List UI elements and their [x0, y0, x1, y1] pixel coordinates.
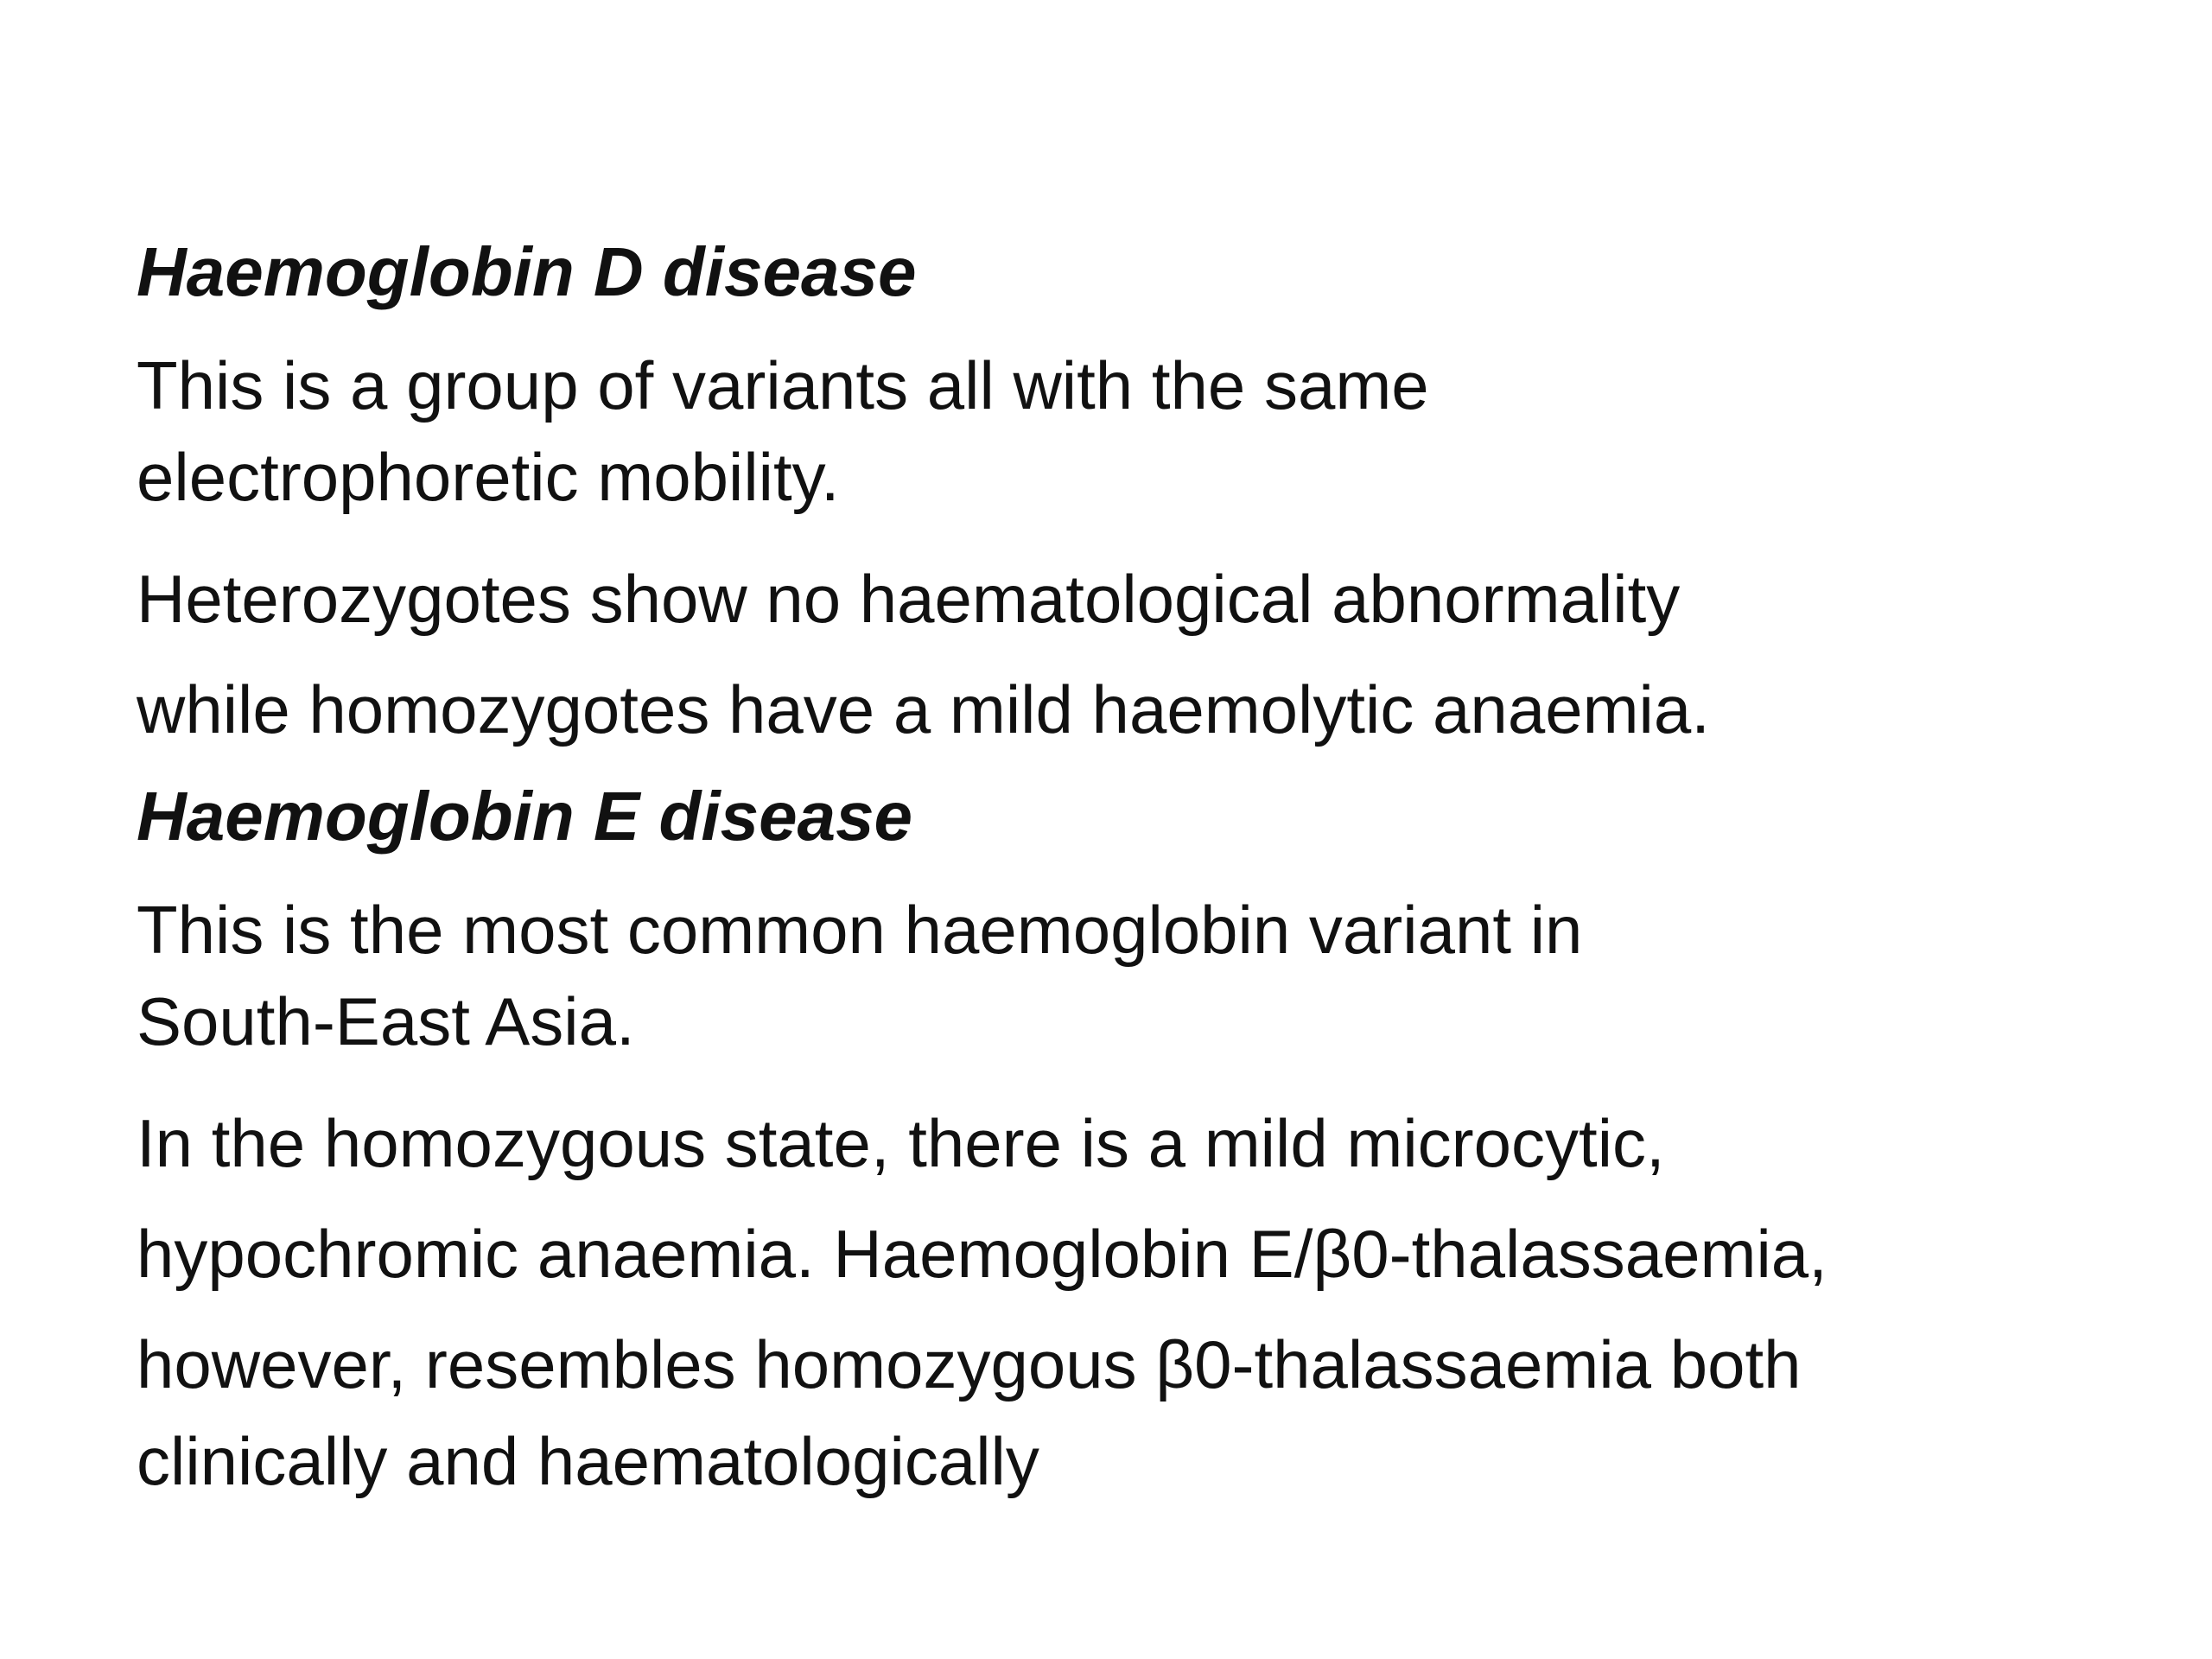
paragraph-hb-d-clinical	[137, 543, 2141, 765]
paragraph-hb-e-description	[137, 884, 2141, 1067]
text-line: Heterozygotes show no haematological abnormality	[137, 561, 1681, 637]
text-line: while homozygotes have a mild haemolytic anaemia.	[137, 671, 1710, 747]
text-line: In the homozygous state, there is a mild microcytic,	[137, 1105, 1665, 1181]
section-heading-hb-d: Haemoglobin D disease	[137, 233, 917, 310]
text-line: This is the most common haemoglobin variant in	[137, 892, 1583, 968]
section-heading-hb-e: Haemoglobin E disease	[137, 778, 913, 855]
text-line: South-East Asia.	[137, 983, 635, 1059]
text-line: hypochromic anaemia. Haemoglobin E/β0-thalassaemia,	[137, 1216, 1827, 1292]
text-line: clinically and haematologically	[137, 1423, 1039, 1499]
text-line: however, resembles homozygous β0-thalassaemia both	[137, 1326, 1802, 1402]
paragraph-hb-e-clinical	[137, 1088, 2141, 1503]
slide-body	[137, 229, 2141, 1511]
paragraph-hb-d-description	[137, 340, 2141, 523]
text-line: This is a group of variants all with the same	[137, 347, 1429, 423]
text-line: electrophoretic mobility.	[137, 439, 840, 515]
